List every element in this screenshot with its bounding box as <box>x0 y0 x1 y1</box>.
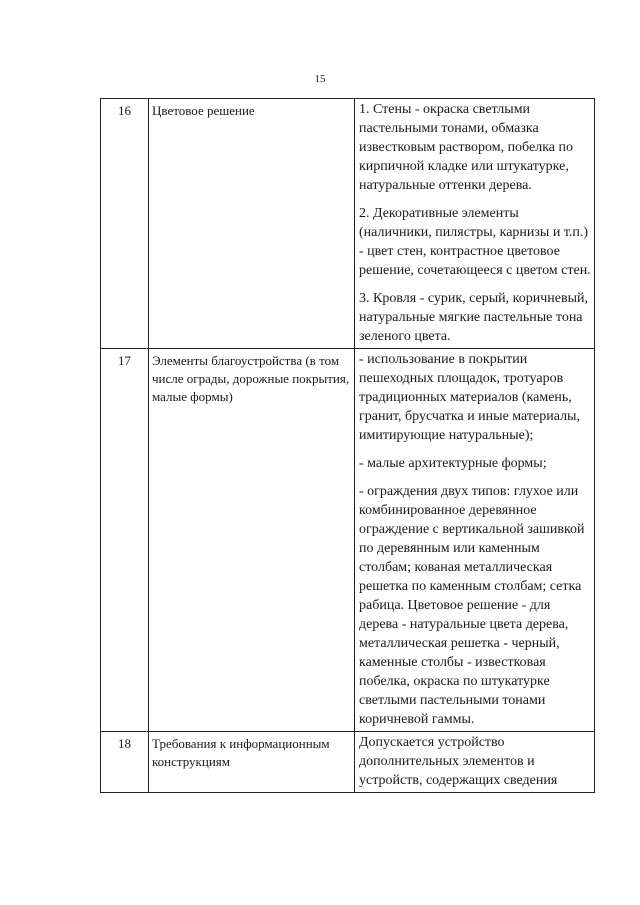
row-title: Требования к информационным конструкциям <box>149 732 355 793</box>
description-paragraph: - малые архитектурные формы; <box>359 456 547 471</box>
table-row <box>101 99 595 349</box>
table-row <box>101 349 595 732</box>
description-paragraph: 1. Стены - окраска светлыми пастельными тонами, обмазка известковым раствором, побелка по кирпичной кладке или штукатурке, натуральные оттенки дерева. <box>359 102 573 193</box>
row-description <box>355 349 595 732</box>
row-number: 16 <box>101 99 149 349</box>
description-paragraph: 3. Кровля - сурик, серый, коричневый, натуральные мягкие пастельные тона зеленого цвета. <box>359 291 589 344</box>
description-paragraph: - использование в покрытии пешеходных площадок, тротуаров традиционных материалов (камень, гранит, брусчатка и иные материалы, имитирующие натуральные); <box>359 352 580 443</box>
description-paragraph: Допускается устройство дополнительных элементов и устройств, содержащих сведения <box>359 735 558 788</box>
description-paragraph: 2. Декоративные элементы (наличники, пилястры, карнизы и т.п.) - цвет стен, контрастное цветовое решение, сочетающееся с цветом стен. <box>359 206 591 278</box>
requirements-table <box>100 98 595 793</box>
row-number: 18 <box>101 732 149 793</box>
row-title: Элементы благоустройства (в том числе ограды, дорожные покрытия, малые формы) <box>149 349 355 732</box>
row-title: Цветовое решение <box>149 99 355 349</box>
row-description <box>355 732 595 793</box>
description-paragraph: - ограждения двух типов: глухое или комбинированное деревянное ограждение с вертикальной зашивкой по деревянным или каменным столбам; кованая металлическая решетка по каменным столбам; сетка рабица. Цветовое решение - для дерева - натуральные цвета дерева, металлическая решетка - черный, каменные столбы - известковая побелка, окраска по штукатурке светлыми пастельными тонами коричневой гаммы. <box>359 484 585 727</box>
row-description <box>355 99 595 349</box>
table-row <box>101 732 595 793</box>
row-number: 17 <box>101 349 149 732</box>
page-number: 15 <box>314 73 326 85</box>
